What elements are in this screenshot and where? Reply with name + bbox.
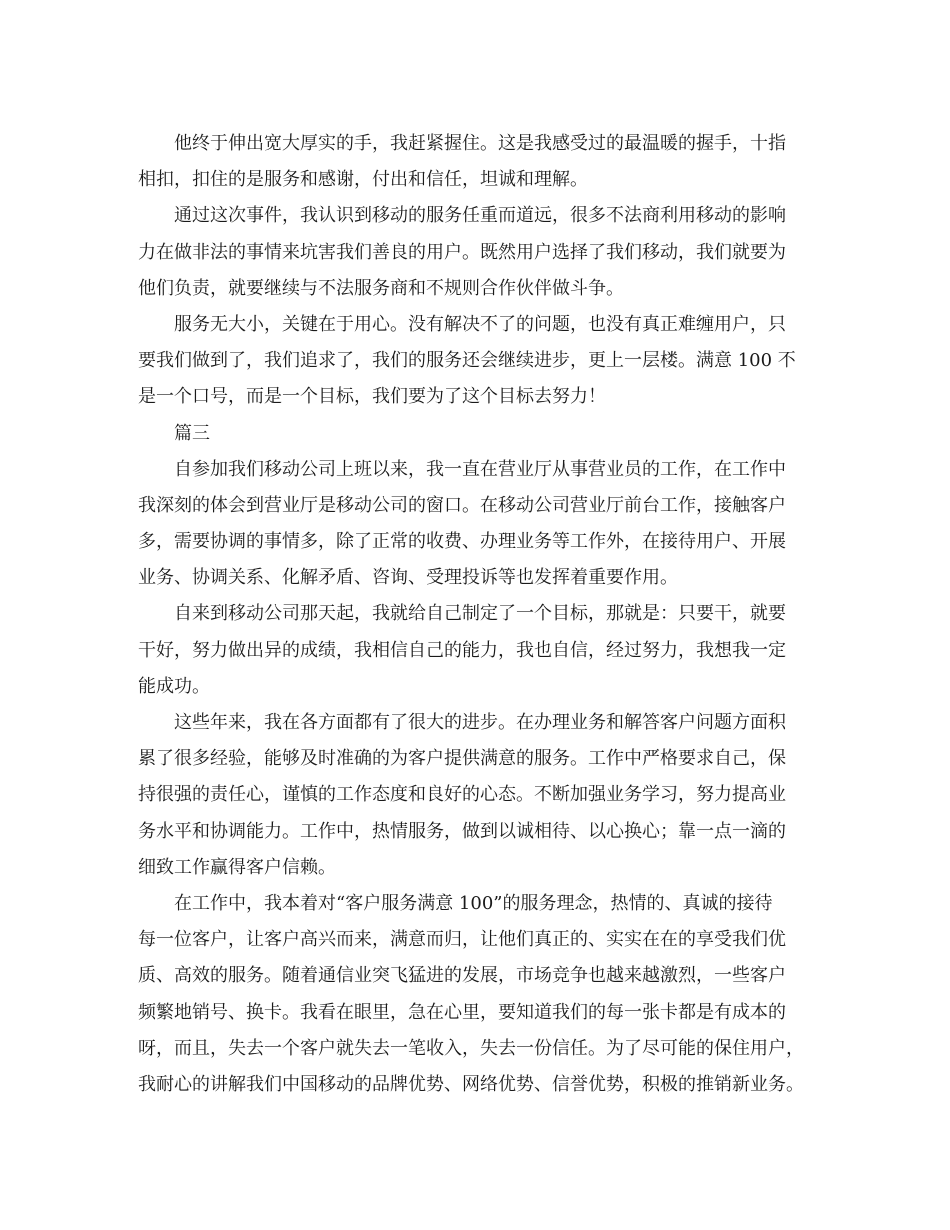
text-line: 能成功。 xyxy=(138,675,210,697)
text-line: 服务无大小，关键在于用心。没有解决不了的问题，也没有真正难缠用户，只 xyxy=(174,313,786,335)
text-line: 每一位客户，让客户高兴而来，满意而归，让他们真正的、实实在在的享受我们优 xyxy=(138,929,786,951)
text-line: 呀，而且，失去一个客户就失去一笔收入，失去一份信任。为了尽可能的保住用户， xyxy=(138,1037,804,1059)
text-line: 累了很多经验，能够及时准确的为客户提供满意的服务。工作中严格要求自己，保 xyxy=(138,748,786,770)
text-line: 他们负责，就要继续与不法服务商和不规则合作伙伴做斗争。 xyxy=(138,277,624,299)
text-line: 持很强的责任心，谨慎的工作态度和良好的心态。不断加强业务学习，努力提高业 xyxy=(138,784,786,806)
text-line: 自参加我们移动公司上班以来，我一直在营业厅从事营业员的工作，在工作中 xyxy=(174,458,786,480)
paragraph xyxy=(138,198,824,307)
document-body xyxy=(138,126,824,1103)
paragraph xyxy=(138,126,824,198)
paragraph xyxy=(138,596,824,705)
text-line: 细致工作赢得客户信赖。 xyxy=(138,856,336,878)
text-line: 在工作中，我本着对“客户服务满意 100”的服务理念，热情的、真诚的接待 xyxy=(174,892,773,914)
text-line: 多，需要协调的事情多，除了正常的收费、办理业务等工作外，在接待用户、开展 xyxy=(138,531,786,553)
section-heading xyxy=(138,416,824,452)
text-line: 力在做非法的事情来坑害我们善良的用户。既然用户选择了我们移动，我们就要为 xyxy=(138,241,786,263)
text-line: 他终于伸出宽大厚实的手，我赶紧握住。这是我感受过的最温暖的握手，十指 xyxy=(174,133,786,154)
text-line: 是一个口号，而是一个目标，我们要为了这个目标去努力！ xyxy=(138,386,606,408)
text-line: 要我们做到了，我们追求了，我们的服务还会继续进步，更上一层楼。满意 100 不 xyxy=(138,350,796,372)
paragraph xyxy=(138,452,824,597)
text-line: 我耐心的讲解我们中国移动的品牌优势、网络优势、信誉优势，积极的推销新业务。 xyxy=(138,1073,804,1095)
text-line: 我深刻的体会到营业厅是移动公司的窗口。在移动公司营业厅前台工作，接触客户 xyxy=(138,494,786,516)
text-line: 业务、协调关系、化解矛盾、咨询、受理投诉等也发挥着重要作用。 xyxy=(138,567,678,589)
section-title: 篇三 xyxy=(174,422,210,444)
text-line: 务水平和协调能力。工作中，热情服务，做到以诚相待、以心换心；靠一点一滴的 xyxy=(138,820,786,842)
text-line: 频繁地销号、换卡。我看在眼里，急在心里，要知道我们的每一张卡都是有成本的 xyxy=(138,1001,786,1023)
paragraph xyxy=(138,705,824,886)
text-line: 通过这次事件，我认识到移动的服务任重而道远，很多不法商利用移动的影响 xyxy=(174,205,786,227)
text-line: 自来到移动公司那天起，我就给自己制定了一个目标，那就是：只要干，就要 xyxy=(174,603,786,625)
text-line: 质、高效的服务。随着通信业突飞猛进的发展，市场竞争也越来越激烈，一些客户 xyxy=(138,965,786,987)
paragraph xyxy=(138,307,824,416)
text-line: 干好，努力做出异的成绩，我相信自己的能力，我也自信，经过努力，我想我一定 xyxy=(138,639,786,661)
paragraph xyxy=(138,886,824,1103)
text-line: 相扣，扣住的是服务和感谢，付出和信任，坦诚和理解。 xyxy=(138,169,588,191)
text-line: 这些年来，我在各方面都有了很大的进步。在办理业务和解答客户问题方面积 xyxy=(174,712,786,733)
